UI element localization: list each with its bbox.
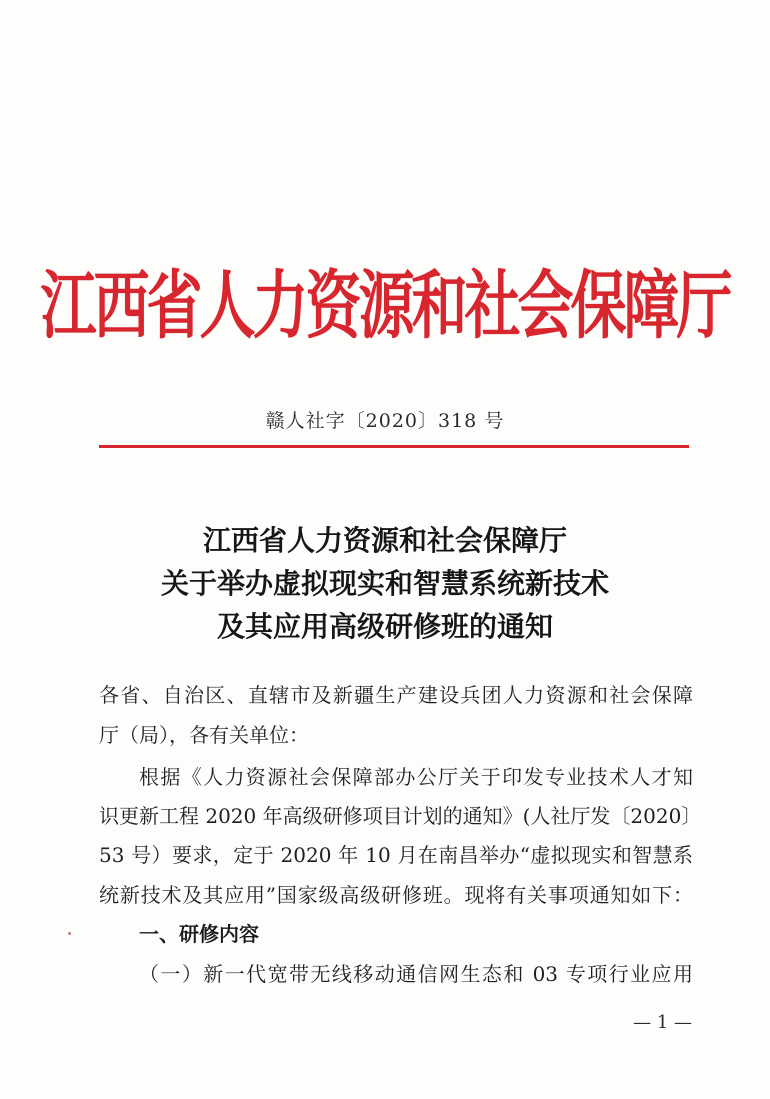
paragraph-line-3: 53 号）要求，定于 2020 年 10 月在南昌举办“虚拟现实和智慧系	[99, 843, 693, 867]
section-heading-1: 一、研修内容	[139, 922, 259, 946]
addressee-line-1: 各省、自治区、直辖市及新疆生产建设兵团人力资源和社会保障	[99, 683, 693, 707]
scan-speck	[68, 932, 71, 935]
addressee-line-2: 厅（局），各有关单位：	[99, 723, 309, 747]
paragraph-line-4: 统新技术及其应用”国家级高级研修班。现将有关事项通知如下：	[99, 883, 693, 907]
notice-title-line-3: 及其应用高级研修班的通知	[216, 610, 553, 643]
document-number: 赣人社字〔2020〕318 号	[265, 410, 505, 432]
paragraph-line-2: 识更新工程 2020 年高级研修项目计划的通知》(人社厅发〔2020〕	[99, 804, 702, 828]
page-number: — 1 —	[633, 1012, 692, 1033]
paragraph-line-1: 根据《人力资源社会保障部办公厅关于印发专业技术人才知	[139, 765, 693, 789]
red-divider-line	[99, 445, 689, 448]
notice-title-line-2: 关于举办虚拟现实和智慧系统新技术	[160, 567, 609, 600]
notice-title-line-1: 江西省人力资源和社会保障厅	[202, 524, 567, 557]
subsection-line-1: （一）新一代宽带无线移动通信网生态和 03 专项行业应用	[139, 962, 693, 986]
agency-red-header: 江西省人力资源和社会保障厅	[40, 262, 730, 350]
